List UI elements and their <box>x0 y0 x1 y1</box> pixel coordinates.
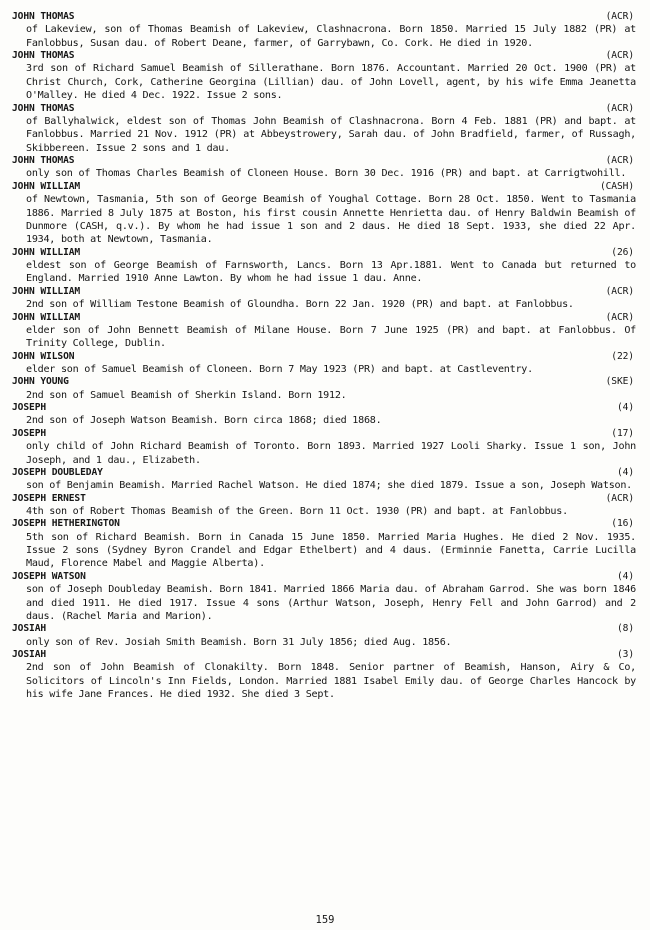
entry-name: JOHN THOMAS <box>12 50 75 62</box>
entry-john-william-4 <box>12 312 636 351</box>
entry-text: of Lakeview, son of Thomas Beamish of Lakeview, Clashnacrona. Born 1850. Married 15 July 1882 (PR) at Fanlobbus, Susan dau. of Robert Deane, farmer, of Garrybawn, Co. Cork. He died in 1920. <box>26 24 636 49</box>
entry-name: JOSEPH ERNEST <box>12 492 86 504</box>
entry-john-thomas-3 <box>12 103 636 156</box>
entry-joseph-1 <box>12 402 636 428</box>
entry-name: JOSEPH HETHERINGTON <box>12 518 120 530</box>
entry-code: (16) <box>611 518 634 530</box>
entry-john-young <box>12 376 636 402</box>
entry-josiah-1 <box>12 623 636 649</box>
entry-code: (ACR) <box>605 11 634 22</box>
entry-name: JOHN WILLIAM <box>12 180 81 192</box>
entry-john-wilson <box>12 351 636 377</box>
entry-text: only son of Rev. Josiah Smith Beamish. Born 31 July 1856; died Aug. 1856. <box>26 636 452 648</box>
entry-name: JOSEPH <box>12 427 47 439</box>
entry-name: JOHN WILLIAM <box>12 311 81 323</box>
entry-name: JOHN WILSON <box>12 350 75 362</box>
entry-name: JOSEPH WATSON <box>12 570 86 582</box>
entry-code: (22) <box>611 350 634 362</box>
entry-name: JOHN YOUNG <box>12 376 69 388</box>
entry-text: of Newtown, Tasmania, 5th son of George Beamish of Youghal Cottage. Born 28 Oct. 1850. Went to Tasmania 1886. Married 8 July 1875 at Boston, his first cousin Annette Henrietta dau. of Henry Baldwin Beamish of Dunmore (CASH, q.v.). By whom he had issue 1 son and 2 daus. He died 18 Sept. 1933, she died 22 Apr. 1934, both at Newtown, Tasmania. <box>26 194 636 246</box>
entry-code: (ACR) <box>605 102 634 114</box>
entry-john-william-2 <box>12 247 636 286</box>
entry-name: JOHN THOMAS <box>12 11 75 22</box>
entry-name: JOSEPH DOUBLEDAY <box>12 466 103 478</box>
entry-joseph-2 <box>12 428 636 467</box>
entry-name: JOHN THOMAS <box>12 155 75 167</box>
entry-text: only child of John Richard Beamish of Toronto. Born 1893. Married 1927 Looli Sharky. Issue 1 son, John Joseph, and 1 dau., Elizabeth. <box>26 441 636 466</box>
entry-joseph-doubleday <box>12 467 636 493</box>
entry-code: (ACR) <box>605 492 634 504</box>
entry-john-thomas-2 <box>12 50 636 103</box>
entry-text: 3rd son of Richard Samuel Beamish of Sillerathane. Born 1876. Accountant. Married 20 Oct. 1900 (PR) at Christ Church, Cork, Catherine Georgina (Lillian) dau. of John Lovell, agent, by his wife Emma Jeanetta O'Malley. He died 4 Dec. 1922. Issue 2 sons. <box>26 63 636 102</box>
entry-code: (26) <box>611 246 634 258</box>
entry-josiah-2 <box>12 649 636 702</box>
entry-code: (17) <box>611 427 634 439</box>
entry-joseph-watson <box>12 571 636 624</box>
entry-text: of Ballyhalwick, eldest son of Thomas John Beamish of Clashnacrona. Born 4 Feb. 1881 (PR) and bapt. at Fanlobbus. Married 21 Nov. 1912 (PR) at Abbeystrowery, Sarah dau. of John Bradfield, farmer, of Russagh, Skibbereen. Issue 2 sons and 1 dau. <box>26 115 636 154</box>
entry-joseph-hetherington <box>12 518 636 571</box>
entry-john-william-3 <box>12 286 636 312</box>
entry-name: JOSIAH <box>12 623 47 635</box>
entry-text: 2nd son of John Beamish of Clonakilty. Born 1848. Senior partner of Beamish, Hanson, Airy & Co, Solicitors of Lincoln's Inn Fields, London. Married 1881 Isabel Emily dau. of George Charles Hancock by his wife Jane Frances. He died 1932. She died 3 Sept. <box>26 662 636 701</box>
entry-text: eldest son of George Beamish of Farnsworth, Lancs. Born 13 Apr.1881. Went to Canada but returned to England. Married 1910 Anne Lawton. By whom he had issue 1 dau. Anne. <box>26 260 636 285</box>
entry-name: JOSEPH <box>12 402 47 414</box>
entry-code: (ACR) <box>605 155 634 167</box>
entry-code: (4) <box>616 466 634 478</box>
page-number: 159 <box>315 914 335 926</box>
entry-text: 4th son of Robert Thomas Beamish of the Green. Born 11 Oct. 1930 (PR) and bapt. at Fanlobbus. <box>26 505 568 517</box>
entry-text: 2nd son of Joseph Watson Beamish. Born circa 1868; died 1868. <box>26 415 382 427</box>
entry-text: son of Benjamin Beamish. Married Rachel Watson. He died 1874; she died 1879. Issue a son, Joseph Watson. <box>26 480 633 492</box>
entry-code: (ACR) <box>605 285 634 297</box>
entry-code: (ACR) <box>605 50 634 62</box>
entry-john-thomas-4 <box>12 155 636 181</box>
entry-code: (3) <box>616 649 634 661</box>
entry-code: (4) <box>616 402 634 414</box>
entry-name: JOSIAH <box>12 649 47 661</box>
entry-text: elder son of Samuel Beamish of Cloneen. Born 7 May 1923 (PR) and bapt. at Castleventry. <box>26 363 533 375</box>
entry-name: JOHN WILLIAM <box>12 246 81 258</box>
entry-john-thomas-1 <box>12 11 636 50</box>
entry-code: (SKE) <box>605 376 634 388</box>
entry-text: only son of Thomas Charles Beamish of Cloneen House. Born 30 Dec. 1916 (PR) and bapt. at Carrigtwohill. <box>26 168 627 180</box>
entry-text: 2nd son of William Testone Beamish of Gloundha. Born 22 Jan. 1920 (PR) and bapt. at Fanlobbus. <box>26 299 574 311</box>
entry-text: elder son of John Bennett Beamish of Milane House. Born 7 June 1925 (PR) and bapt. at Fanlobbus. Of Trinity College, Dublin. <box>26 324 636 350</box>
entry-john-william-1 <box>12 181 636 247</box>
entry-code: (ACR) <box>605 311 634 323</box>
entry-name: JOHN WILLIAM <box>12 285 81 297</box>
entry-code: (CASH) <box>599 180 634 192</box>
entry-text: 5th son of Richard Beamish. Born in Canada 15 June 1850. Married Maria Hughes. He died 2 Nov. 1935. Issue 2 sons (Sydney Byron Crandel and Edgar Ethelbert) and 4 daus. (Erminnie Fanetta, Carrie Lucilla Maud, Florence Mabel and Maggie Alberta). <box>26 531 636 570</box>
entry-joseph-ernest <box>12 493 636 519</box>
entry-text: son of Joseph Doubleday Beamish. Born 1841. Married 1866 Maria dau. of Abraham Garrod. She was born 1846 and died 1911. He died 1917. Issue 4 sons (Arthur Watson, Joseph, Henry Fell and John Garrod) and 2 daus. (Rachel Maria and Marion). <box>26 584 636 622</box>
entry-name: JOHN THOMAS <box>12 102 75 114</box>
entry-code: (4) <box>616 570 634 582</box>
entry-code: (8) <box>616 623 634 635</box>
entry-text: 2nd son of Samuel Beamish of Sherkin Island. Born 1912. <box>26 389 347 401</box>
